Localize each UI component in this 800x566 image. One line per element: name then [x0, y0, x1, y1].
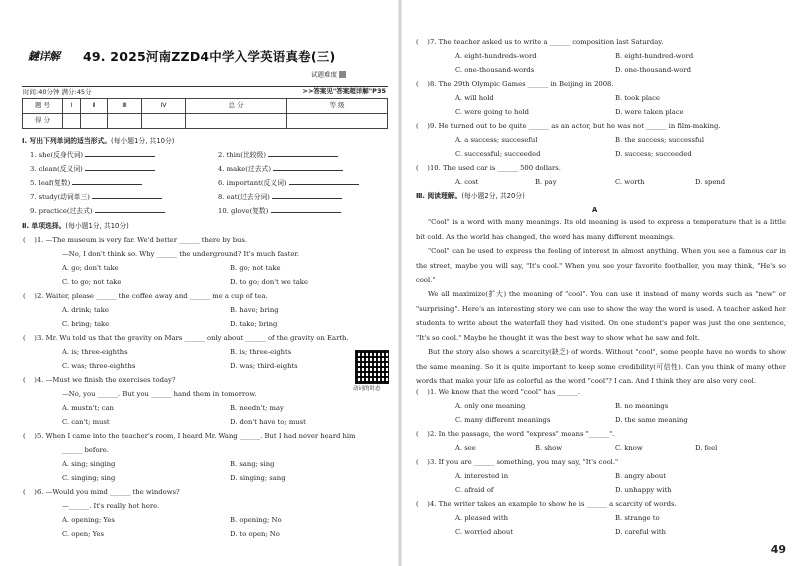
word-item: 8. eat(过去分词): [218, 193, 342, 201]
reading-question-4: ( )4. The writer takes an example to show he is ______ a scarcity of words.: [416, 500, 677, 508]
option-d[interactable]: D. singing; sang: [230, 474, 286, 482]
reading-question-3: ( )3. If you are ______ something, you may say, "It's cool.": [416, 458, 619, 466]
section3-heading: Ⅲ. 阅读理解。(每小题2分, 共20分): [416, 192, 525, 200]
word-item: 6. important(反义词): [218, 179, 359, 187]
score-header-row: 题 号 Ⅰ Ⅱ Ⅲ Ⅳ 总 分 等 级: [23, 99, 388, 114]
option-c[interactable]: C. know: [615, 444, 643, 452]
option-c[interactable]: C. worried about: [455, 528, 513, 536]
option-a[interactable]: A. mustn't; can: [62, 404, 114, 412]
option-d[interactable]: D. take; bring: [230, 320, 278, 328]
page-title: 49. 2025河南ZZD4中学入学英语真卷(三): [83, 49, 336, 64]
question-2: ( )2. Waiter, please ______ the coffee away and ______ me a cup of tea.: [23, 292, 268, 300]
section1-heading: Ⅰ. 写出下列单词的适当形式。(每小题1分, 共10分): [22, 137, 175, 145]
option-a[interactable]: A. is; three-eighths: [62, 348, 128, 356]
option-c[interactable]: C. many different meanings: [455, 416, 551, 424]
option-a[interactable]: A. only one meaning: [455, 402, 526, 410]
option-a[interactable]: A. will hold: [455, 94, 494, 102]
option-b[interactable]: B. opening; No: [230, 516, 282, 524]
passage-paragraph: But the story also shows a scarcity(缺乏) of words. Without "cool", some people have no words to show the same meaning. So it is quite important to keep some credibility(可信性). Can you think of many other words that make your life as colorful as the word "cool"? I can. And I think they are also very cool.: [416, 348, 786, 385]
section2-heading: Ⅱ. 单项选择。(每小题1分, 共10分): [22, 222, 129, 230]
option-a[interactable]: A. pleased with: [455, 514, 508, 522]
option-b[interactable]: B. took place: [615, 94, 660, 102]
passage-paragraph: "Cool" is a word with many meanings. Its old meaning is used to express a temperature that is a little bit cold. As the world has changed, the word has many different meanings.: [416, 218, 786, 241]
option-a[interactable]: A. opening; Yes: [62, 516, 115, 524]
option-d[interactable]: D. success; succeeded: [615, 150, 692, 158]
option-c[interactable]: C. were going to hold: [455, 108, 530, 116]
score-table: [22, 98, 388, 129]
question-5: ( )5. When I came into the teacher's room, I heard Mr. Wang ______. But I had never heard him: [23, 432, 356, 440]
word-item: 9. practice(过去式): [30, 207, 165, 215]
option-a[interactable]: A. go; don't take: [62, 264, 119, 272]
option-c[interactable]: C. worth: [615, 178, 645, 186]
option-d[interactable]: D. spend: [695, 178, 726, 186]
option-d[interactable]: D. feel: [695, 444, 718, 452]
reading-question-2: ( )2. In the passage, the word "express" means "______".: [416, 430, 615, 438]
word-item: 3. clean(反义词): [30, 165, 155, 173]
option-a[interactable]: A. eight-hundreds-word: [455, 52, 537, 60]
option-d[interactable]: D. to open; No: [230, 530, 280, 538]
option-b[interactable]: B. pay: [535, 178, 557, 186]
passage-label: A: [592, 206, 598, 214]
option-b[interactable]: B. strange to: [615, 514, 660, 522]
question-6: ( )6. —Would you mind ______ the windows?: [23, 488, 180, 496]
word-item: 10. glove(复数): [218, 207, 341, 215]
exam-meta: 时间:40分钟 满分:45分: [23, 88, 92, 96]
option-d[interactable]: D. careful with: [615, 528, 666, 536]
word-item: 7. study(动词单三): [30, 193, 162, 201]
left-page: 鏈详解 49. 2025河南ZZD4中学入学英语真卷(三) 试题难度 时间:40分钟 满分:45分 >>答案见"答案超详解"P35 题 号 Ⅰ Ⅱ Ⅲ Ⅳ 总 分 等 级 得 分 Ⅰ. 写出下列单词的适当形式。(每小题1分, 共10分) 1. she(反身代词) 2. thin(比较级) 3. clean(反义词) 4. make(过去式) 5. leaf(复数) 6. important(反义词) 7. study(动词单三) 8. eat(过去分词) 9. practice(过去式) 10. glove(复数) Ⅱ. 单项选择。(每小题1分, 共10分) ( )1. —The museum is very far. We'd better ______ there by bus. —No, I don't think so. Why ______ the underground? It's much faster. A. go; don't take B. go; not take C. to go; not take D. to go; don't we take ( )2. Waiter, please ______ the coffee away and ______ me a cup of tea. A. drink; take B. have; bring C. bring; take D. take; bring ( )3. Mr. Wu told us that the gravity on Mars ______ only about ______ of the gravity on Earth. A. is; three-eighths B. is; three-eights C. was; three-eighths D. was; third-eights 动词的时态 ( )4. —Must we finish the exercises today? —No, you ______. But you ______ hand them in tomorrow. A. mustn't; can B. needn't; may C. can't; must D. don't have to; must ( )5. When I came into the teacher's room, I heard Mr. Wang ______. But I had never heard him ______ before. A. sing; singing B. sang; sing C. singing; sing D. singing; sang ( )6. —Would you mind ______ the windows? —______. It's really hot here. A. opening; Yes B. opening; No C. open; Yes D. to open; No: [0, 0, 400, 566]
option-a[interactable]: A. sing; singing: [62, 460, 116, 468]
option-c[interactable]: C. afraid of: [455, 486, 494, 494]
qr-code-icon[interactable]: [355, 350, 389, 384]
difficulty-indicator: 试题难度: [311, 71, 346, 79]
word-item: 1. she(反身代词): [30, 151, 155, 159]
option-b[interactable]: B. have; bring: [230, 306, 279, 314]
question-10: ( )10. The used car is ______ 500 dollars.: [416, 164, 561, 172]
answer-reference: >>答案见"答案超详解"P35: [302, 87, 386, 95]
option-d[interactable]: D. the same meaning: [615, 416, 688, 424]
option-b[interactable]: B. sang; sing: [230, 460, 275, 468]
option-b[interactable]: B. the success; successful: [615, 136, 705, 144]
question-4: ( )4. —Must we finish the exercises today?: [23, 376, 176, 384]
exam-title: [28, 50, 388, 68]
option-c[interactable]: C. was; three-eighths: [62, 362, 136, 370]
option-b[interactable]: B. angry about: [615, 472, 666, 480]
option-b[interactable]: B. no meanings: [615, 402, 669, 410]
option-b[interactable]: B. eight-hundred-word: [615, 52, 694, 60]
option-a[interactable]: A. cost: [455, 178, 479, 186]
option-d[interactable]: D. to go; don't we take: [230, 278, 308, 286]
page-number: 49: [770, 542, 786, 556]
question-3: ( )3. Mr. Wu told us that the gravity on Mars ______ only about ______ of the gravity on Earth.: [23, 334, 349, 342]
option-c[interactable]: C. successful; succeeded: [455, 150, 541, 158]
question-8: ( )8. The 29th Olympic Games ______ in Beijing in 2008.: [416, 80, 614, 88]
option-c[interactable]: C. open; Yes: [62, 530, 104, 538]
title-tag: 鏈详解: [28, 50, 60, 63]
option-d[interactable]: D. was; third-eights: [230, 362, 298, 370]
option-a[interactable]: A. see: [455, 444, 476, 452]
word-item: 4. make(过去式): [218, 165, 343, 173]
option-d[interactable]: D. unhappy with: [615, 486, 672, 494]
question-1: ( )1. —The museum is very far. We'd better ______ there by bus.: [23, 236, 248, 244]
option-c[interactable]: C. one-thousand-words: [455, 66, 535, 74]
question-7: ( )7. The teacher asked us to write a ______ composition last Saturday.: [416, 38, 664, 46]
option-b[interactable]: B. go; not take: [230, 264, 281, 272]
option-a[interactable]: A. a success; succeseful: [455, 136, 538, 144]
score-value-row: 得 分: [23, 114, 388, 129]
word-item: 2. thin(比较级): [218, 151, 338, 159]
option-c[interactable]: C. singing; sing: [62, 474, 116, 482]
right-page: [400, 0, 800, 566]
option-b[interactable]: B. needn't; may: [230, 404, 284, 412]
option-d[interactable]: D. were taken place: [615, 108, 684, 116]
qr-label: 动词的时态: [353, 386, 381, 392]
word-item: 5. leaf(复数): [30, 179, 142, 187]
option-d[interactable]: D. don't have to; must: [230, 418, 306, 426]
option-c[interactable]: C. can't; must: [62, 418, 110, 426]
question-9: ( )9. He turned out to be quite ______ as an actor, but he was not ______ in film-making.: [416, 122, 721, 130]
option-c[interactable]: C. bring; take: [62, 320, 110, 328]
option-a[interactable]: A. drink; take: [62, 306, 109, 314]
difficulty-icon: [339, 71, 346, 78]
option-b[interactable]: B. is; three-eights: [230, 348, 292, 356]
reading-question-1: ( )1. We know that the word "cool" has ______.: [416, 388, 581, 396]
passage-paragraph: We all maximize(扩大) the meaning of "cool". You can use it instead of many words such as "new" or "surprising". Here's an interesting story we can use to show the way the word is used. A teacher asked her students to write about the waterfall they had visited. On one student's paper was just the one sentence, "It's so cool." Maybe he thought it was the best way to show what he saw and felt.: [416, 290, 786, 342]
passage-paragraph: "Cool" can be used to express the feeling of interest in almost anything. When you see a famous car in the street, maybe you will say, "It's cool." When you see your favorite footballer, you may think, "He's so cool.": [416, 247, 786, 284]
option-a[interactable]: A. interested in: [455, 472, 509, 480]
option-c[interactable]: C. to go; not take: [62, 278, 122, 286]
option-b[interactable]: B. show: [535, 444, 563, 452]
option-d[interactable]: D. one-thousand-word: [615, 66, 691, 74]
